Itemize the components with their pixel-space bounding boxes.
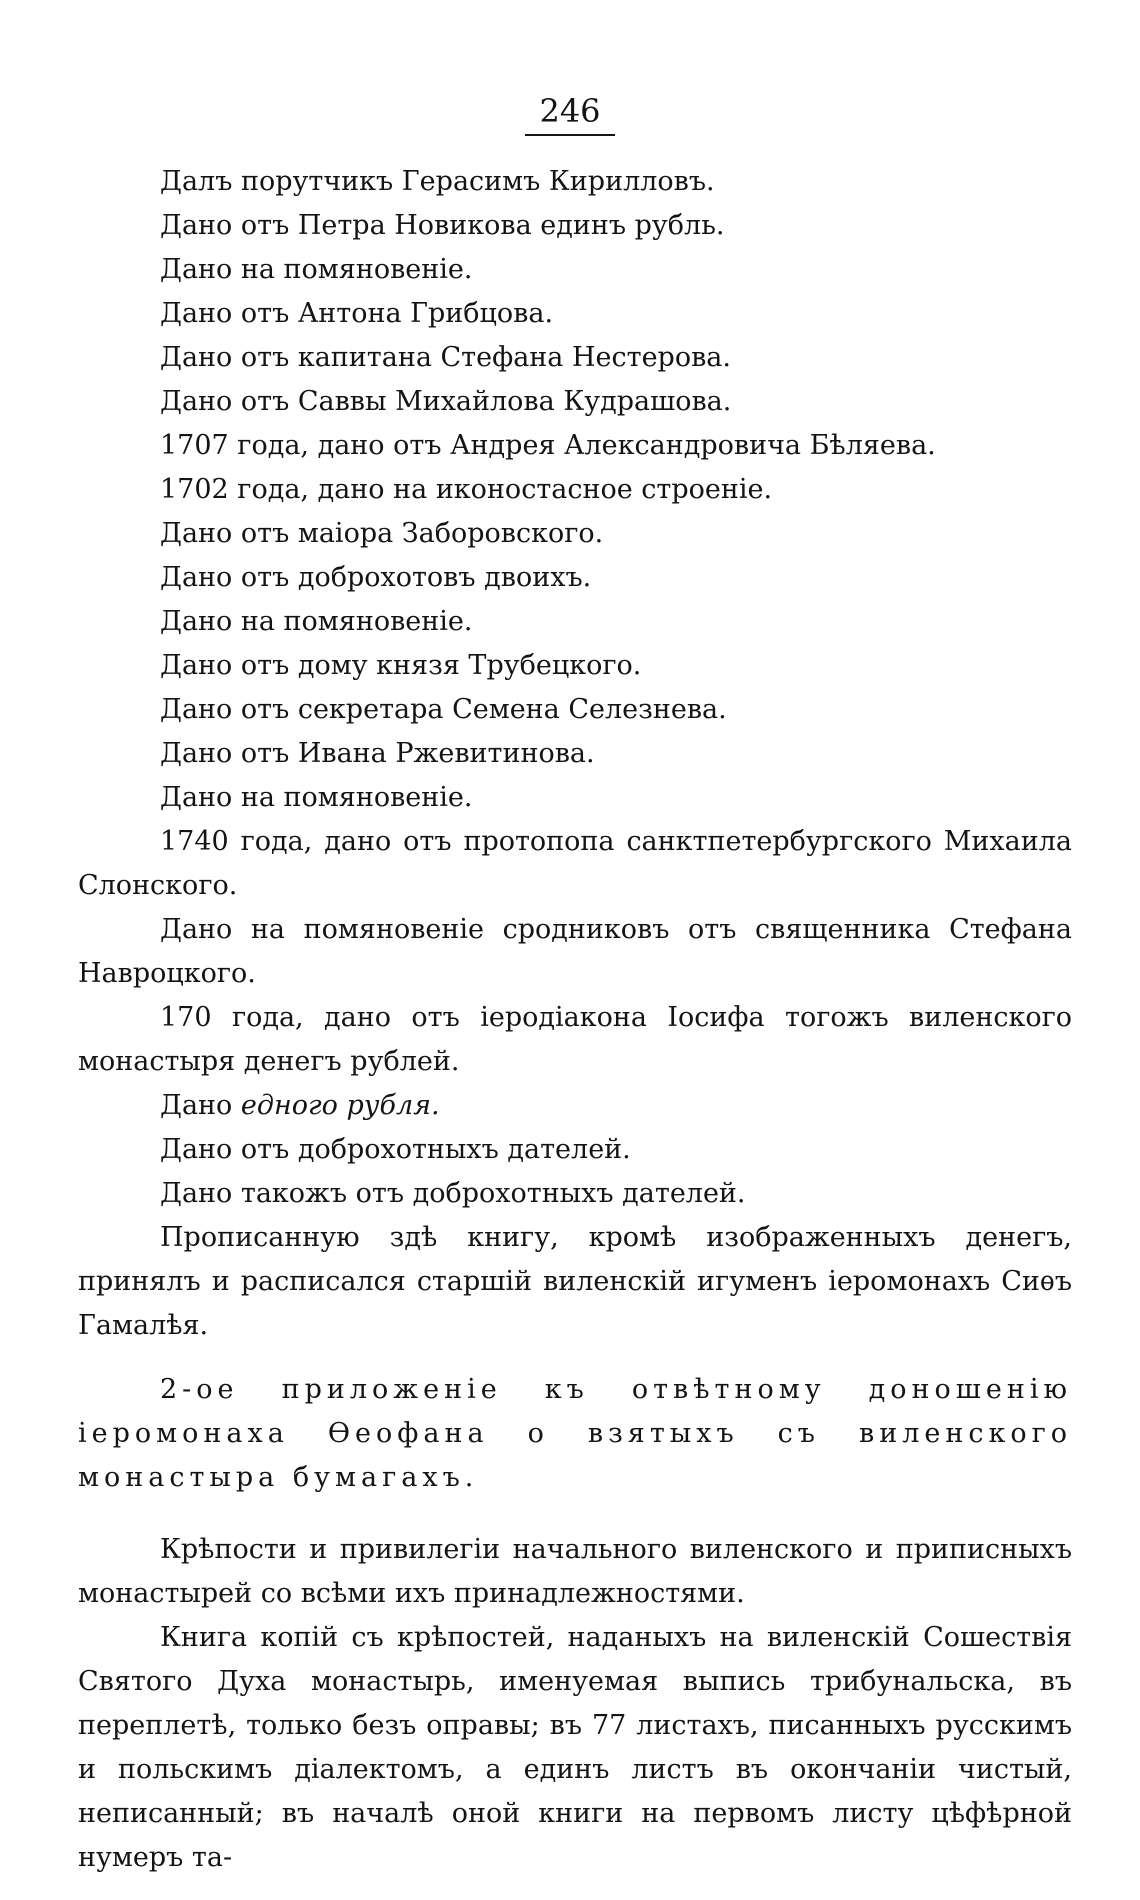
section-heading: 2-ое приложеніе къ отвѣтному доношенію іеромонаха Ѳеофана о взятыхъ съ виленского монастыра бумагахъ.	[78, 1374, 1072, 1493]
entry-line: Дано на помяновеніе.	[160, 782, 473, 813]
entry-line: Дано отъ Ивана Ржевитинова.	[160, 738, 595, 769]
entry-line: Дано на помяновеніе.	[160, 254, 473, 285]
entry-italic-text: едного рубля.	[240, 1090, 440, 1121]
entry-paragraph: Дано на помяновеніе сродниковъ отъ священника Стефана Навроцкого.	[78, 914, 1072, 989]
entry-line	[78, 1084, 1072, 1128]
entry-line: Дано отъ маіора Заборовского.	[160, 518, 604, 549]
entry-paragraph: 1740 года, дано отъ протопопа санктпетербургского Михаила Слонского.	[78, 826, 1072, 901]
entry-line: 1702 года, дано на иконостасное строеніе.	[160, 474, 773, 505]
body-paragraph: Книга копій съ крѣпостей, наданыхъ на виленскій Сошествія Святого Духа монастырь, именуемая выпись трибунальска, въ переплетѣ, только безъ оправы; въ 77 листахъ, писанныхъ русскимъ и польскимъ діалектомъ, а единъ листъ въ окончаніи чистый, неписанный; въ началѣ оной книги на первомъ листу цѣфѣрной нумеръ та-	[78, 1622, 1072, 1873]
entry-line: Дано отъ Антона Грибцова.	[160, 298, 554, 329]
entry-line: Дано отъ доброхотовъ двоихъ.	[160, 562, 592, 593]
entry-line: Дано отъ Саввы Михайлова Кудрашова.	[160, 386, 732, 417]
closing-paragraph: Прописанную здѣ книгу, кромѣ изображенныхъ денегъ, принялъ и расписался старшій виленскій игуменъ іеромонахъ Сиѳъ Гамалѣя.	[78, 1222, 1072, 1341]
entry-line: Дано на помяновеніе.	[160, 606, 473, 637]
entry-line: Дано отъ дому князя Трубецкого.	[160, 650, 642, 681]
entry-line: Дано отъ Петра Новикова единъ рубль.	[160, 210, 725, 241]
page-number: 246	[0, 92, 1140, 136]
body-paragraph: Крѣпости и привилегіи начального виленского и приписныхъ монастырей со всѣми ихъ принадлежностями.	[78, 1534, 1072, 1609]
entry-line: Далъ порутчикъ Герасимъ Кирилловъ.	[160, 166, 715, 197]
entry-plain-text: Дано	[160, 1090, 233, 1121]
entry-line: 1707 года, дано отъ Андрея Александровича Бѣляева.	[160, 430, 936, 461]
entry-line: Дано отъ капитана Стефана Нестерова.	[160, 342, 731, 373]
text-column	[78, 160, 1072, 1880]
entry-line: Дано отъ доброхотныхъ дателей.	[160, 1134, 631, 1165]
entry-line: Дано такожъ отъ доброхотныхъ дателей.	[160, 1178, 746, 1209]
entry-line: Дано отъ секретара Семена Селезнева.	[160, 694, 727, 725]
entry-paragraph: 170 года, дано отъ іеродіакона Іосифа тогожъ виленского монастыря денегъ рублей.	[78, 1002, 1072, 1077]
